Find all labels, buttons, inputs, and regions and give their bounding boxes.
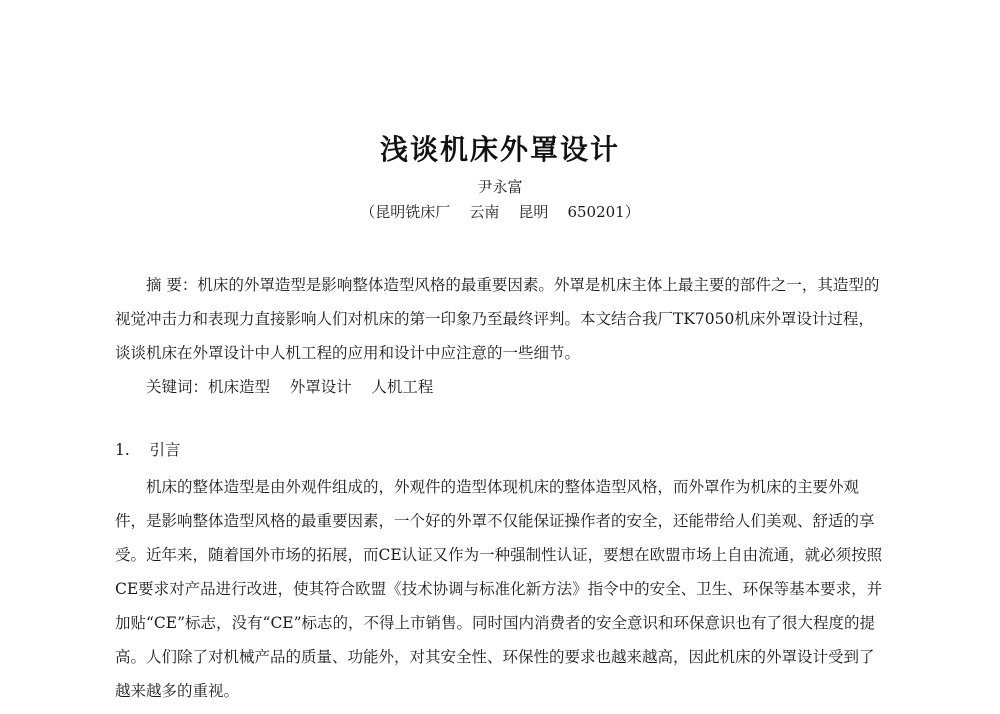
author-affiliation: （昆明铣床厂 云南 昆明 650201） [360,203,640,221]
keywords-line: 关键词：机床造型 外罩设计 人机工程 [146,378,434,396]
abstract-block [115,268,887,404]
introduction-paragraph: 机床的整体造型是由外观件组成的，外观件的造型体现机床的整体造型风格，而外罩作为机床的主要外观件，是影响整体造型风格的最重要因素，一个好的外罩不仅能保证操作者的安全，还能带给人们美观、舒适的享受。近年来，随着国外市场的拓展，而CE认证又作为一种强制性认证，要想在欧盟市场上自由流通，就必须按照CE要求对产品进行改进，使其符合欧盟《技术协调与标准化新方法》指令中的安全、卫生、环保等基本要求，并加贴“CE”标志，没有“CE”标志的，不得上市销售。同时国内消费者的安全意识和环保意识也有了很大程度的提高。人们除了对机械产品的质量、功能外，对其安全性、环保性的要求也越来越高，因此机床的外罩设计受到了越来越多的重视。 [115,478,883,700]
author-name: 尹永富 [477,178,523,196]
introduction-block [115,470,887,708]
paper-title: 浅谈机床外罩设计 [379,133,620,166]
abstract-text: 摘 要：机床的外罩造型是影响整体造型风格的最重要因素。外罩是机床主体上最主要的部件之一，其造型的视觉冲击力和表现力直接影响人们对机床的第一印象乃至最终评判。本文结合我厂TK7050机床外罩设计过程，谈谈机床在外罩设计中人机工程的应用和设计中应注意的一些细节。 [115,276,880,362]
section-heading-introduction: 1. 引言 [115,441,181,459]
